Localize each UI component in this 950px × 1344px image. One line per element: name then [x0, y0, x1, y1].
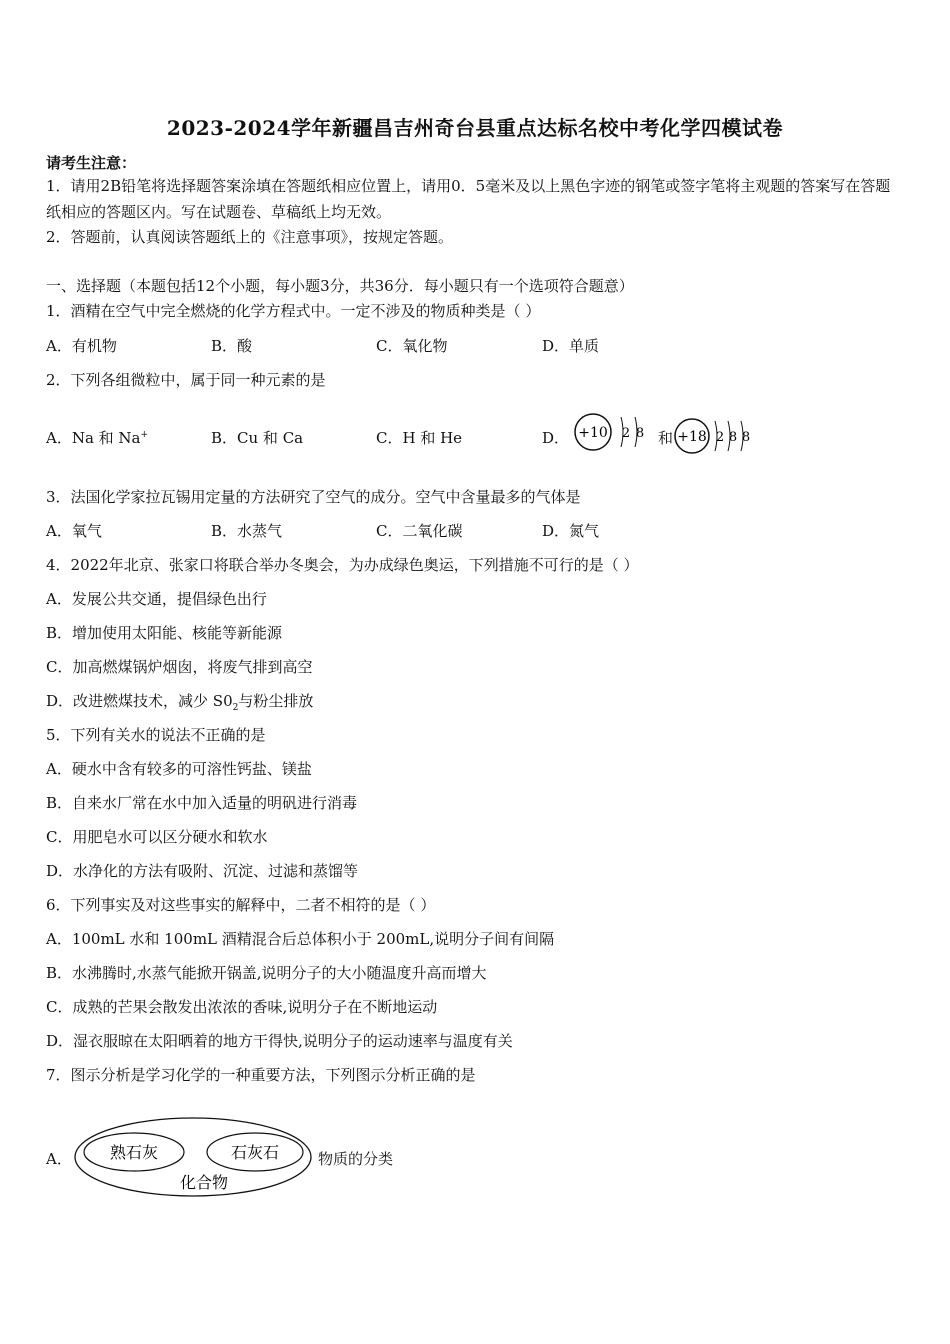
atom1-shell-1: 2 [621, 426, 631, 441]
atom1-shell-2: 8 [635, 426, 645, 441]
notice-heading: 请考生注意： [46, 154, 137, 172]
q6-option-c: C．成熟的芒果会散发出浓浓的香味,说明分子在不断地运动 [46, 998, 438, 1016]
question-3-options [46, 520, 906, 544]
q2-option-d-prefix: D． [542, 429, 570, 447]
q4-option-d-tail: 与粉尘排放 [238, 692, 314, 710]
ellipse-left-label: 熟石灰 [109, 1143, 159, 1162]
q4-option-b: B．增加使用太阳能、核能等新能源 [46, 624, 283, 642]
q2-option-b: B．Cu 和 Ca [211, 429, 304, 447]
q3-option-a: A．氧气 [46, 522, 102, 540]
q6-option-d: D．湿衣服晾在太阳晒着的地方干得快,说明分子的运动速率与温度有关 [46, 1032, 513, 1050]
q7-option-a-label: A． [46, 1150, 72, 1168]
atom1-nucleus-charge: +10 [578, 425, 608, 441]
atom2-shell-3: 8 [741, 430, 751, 445]
question-5-stem: 5．下列有关水的说法不正确的是 [46, 726, 266, 744]
q4-option-d-subscript: 2 [232, 703, 239, 713]
q7-option-a-caption: 物质的分类 [318, 1150, 394, 1168]
q4-option-d-text: D．改进燃煤技术，减少 S0 [46, 692, 233, 710]
question-1-options [46, 335, 906, 359]
q4-option-d [46, 690, 313, 713]
atom2-nucleus-charge: +18 [677, 429, 707, 445]
question-2-stem: 2．下列各组微粒中，属于同一种元素的是 [46, 371, 326, 389]
question-1-stem: 1．酒精在空气中完全燃烧的化学方程式中。一定不涉及的物质种类是（ ） [46, 302, 541, 320]
notice-item-1: 1．请用2B铅笔将选择题答案涂填在答题纸相应位置上，请用0．5毫米及以上黑色字迹的钢笔或签字笔将主观题的答案写在答题纸相应的答题区内。写在试题卷、草稿纸上均无效。 [46, 177, 891, 221]
ellipse-right-label: 石灰石 [230, 1143, 280, 1162]
q4-option-a: A．发展公共交通，提倡绿色出行 [46, 590, 267, 608]
q5-option-b: B．自来水厂常在水中加入适量的明矾进行消毒 [46, 794, 358, 812]
section-heading: 一、选择题（本题包括12个小题，每小题3分，共36分．每小题只有一个选项符合题意） [46, 277, 634, 295]
question-6-stem: 6．下列事实及对这些事实的解释中，二者不相符的是（ ） [46, 896, 436, 914]
q6-option-b: B．水沸腾时,水蒸气能掀开锅盖,说明分子的大小随温度升高而增大 [46, 964, 487, 982]
q4-option-c: C．加高燃煤锅炉烟囱，将废气排到高空 [46, 658, 313, 676]
q2-option-a [46, 427, 148, 448]
q1-option-d: D．单质 [542, 337, 600, 355]
q2-option-a-charge: + [140, 430, 149, 440]
question-3-stem: 3．法国化学家拉瓦锡用定量的方法研究了空气的成分。空气中含量最多的气体是 [46, 488, 581, 506]
q2-option-a-text: A．Na 和 Na [46, 429, 141, 447]
q1-option-b: B．酸 [211, 337, 253, 355]
atom2-shell-2: 8 [728, 430, 738, 445]
atom-structure-diagram-1 [572, 413, 652, 457]
page-title: 2023-2024学年新疆昌吉州奇台县重点达标名校中考化学四模试卷 [166, 116, 784, 140]
notice-item-2: 2．答题前，认真阅读答题纸上的《注意事项》，按规定答题。 [46, 228, 454, 246]
q3-option-b: B．水蒸气 [211, 522, 283, 540]
q6-option-a: A．100mL 水和 100mL 酒精混合后总体积小于 200mL,说明分子间有间隔 [46, 930, 555, 948]
ellipse-outer-label: 化合物 [179, 1173, 229, 1192]
q3-option-d: D．氮气 [542, 522, 600, 540]
question-2-options [46, 427, 906, 451]
question-4-stem: 4．2022年北京、张家口将联合举办冬奥会，为办成绿色奥运，下列措施不可行的是（ ） [46, 556, 639, 574]
q5-option-a: A．硬水中含有较多的可溶性钙盐、镁盐 [46, 760, 312, 778]
classification-ellipse-diagram [72, 1115, 317, 1200]
q1-option-c: C．氧化物 [376, 337, 448, 355]
q5-option-d: D．水净化的方法有吸附、沉淀、过滤和蒸馏等 [46, 862, 359, 880]
q2-option-c: C．H 和 He [376, 429, 463, 447]
atom2-shell-1: 2 [715, 430, 725, 445]
q1-option-a: A．有机物 [46, 337, 117, 355]
atom-structure-diagram-2 [674, 413, 756, 457]
q2-option-d-join: 和 [658, 429, 674, 447]
q3-option-c: C．二氧化碳 [376, 522, 463, 540]
q5-option-c: C．用肥皂水可以区分硬水和软水 [46, 828, 268, 846]
question-7-stem: 7．图示分析是学习化学的一种重要方法，下列图示分析正确的是 [46, 1066, 476, 1084]
